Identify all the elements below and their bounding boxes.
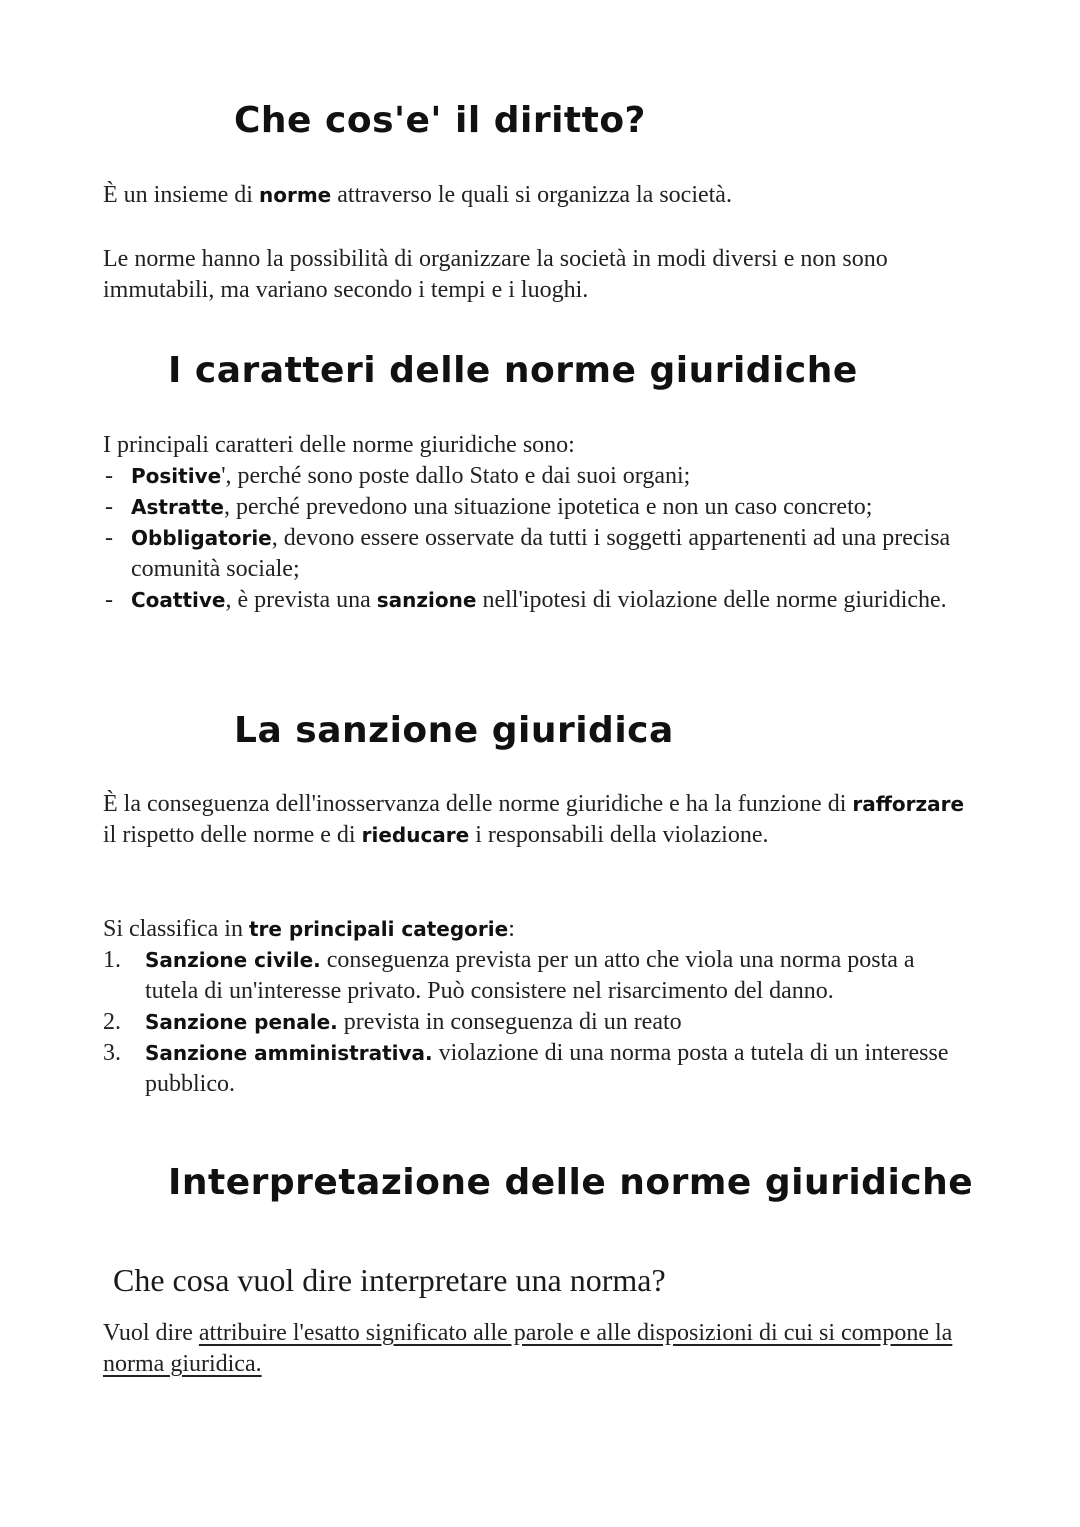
list-number: 3. bbox=[103, 1040, 121, 1066]
list-item-sanzione-amministrativa bbox=[103, 1038, 963, 1100]
term-coattive: Coattive bbox=[131, 588, 226, 612]
bullet-marker: - bbox=[105, 525, 113, 551]
emphasis-rieducare: rieducare bbox=[361, 823, 470, 847]
text-run: È un insieme di bbox=[103, 182, 259, 208]
list-item-positive bbox=[103, 461, 983, 492]
list-number: 1. bbox=[103, 947, 121, 973]
list-item-coattive bbox=[103, 585, 983, 616]
bullet-marker: - bbox=[105, 494, 113, 520]
list-item-astratte bbox=[103, 492, 983, 523]
heading-caratteri-norme: I caratteri delle norme giuridiche bbox=[168, 350, 858, 391]
paragraph-risposta-interpretare bbox=[103, 1318, 963, 1380]
list-number: 2. bbox=[103, 1009, 121, 1035]
term-sanzione-penale: Sanzione penale. bbox=[145, 1010, 338, 1034]
term-sanzione-civile: Sanzione civile. bbox=[145, 948, 321, 972]
bullet-marker: - bbox=[105, 587, 113, 613]
list-item-sanzione-penale bbox=[103, 1007, 963, 1038]
text-run: È la conseguenza dell'inosservanza delle norme giuridiche e ha la funzione di bbox=[103, 791, 853, 817]
subheading-domanda-interpretare: Che cosa vuol dire interpretare una norma? bbox=[113, 1262, 666, 1298]
list-item-obbligatorie bbox=[103, 523, 983, 585]
text-run: nell'ipotesi di violazione delle norme giuridiche. bbox=[476, 587, 947, 613]
list-caratteri bbox=[103, 461, 983, 616]
text-run: , perché prevedono una situazione ipotetica e non un caso concreto; bbox=[224, 494, 873, 520]
text-run: ', perché sono poste dallo Stato e dai suoi organi; bbox=[221, 463, 691, 489]
text-run: attraverso le quali si organizza la società. bbox=[331, 182, 732, 208]
text-run: prevista in conseguenza di un reato bbox=[337, 1009, 682, 1035]
term-astratte: Astratte bbox=[131, 495, 224, 519]
term-positive: Positive bbox=[131, 464, 222, 488]
paragraph-norme-variabili: Le norme hanno la possibilità di organizzare la società in modi diversi e non sono immutabili, ma variano secondo i tempi e i luoghi. bbox=[103, 246, 888, 303]
emphasis-tre-categorie: tre principali categorie bbox=[248, 917, 509, 941]
bullet-marker: - bbox=[105, 463, 113, 489]
text-run: , è prevista una bbox=[225, 587, 377, 613]
emphasis-sanzione: sanzione bbox=[376, 588, 477, 612]
text-run: , devono essere osservate da tutti i soggetti appartenenti ad una precisa comunità sociale; bbox=[131, 525, 951, 582]
text-run: violazione di una norma posta a tutela di un interesse pubblico. bbox=[145, 1040, 949, 1097]
heading-che-cos-e-il-diritto: Che cos'e' il diritto? bbox=[234, 100, 646, 141]
text-run: il rispetto delle norme e di bbox=[103, 822, 362, 848]
text-run: Si classifica in bbox=[103, 916, 249, 942]
text-run: Vuol dire bbox=[103, 1320, 199, 1346]
term-obbligatorie: Obbligatorie bbox=[131, 526, 272, 550]
term-sanzione-amministrativa: Sanzione amministrativa. bbox=[145, 1041, 433, 1065]
paragraph-classificazione bbox=[103, 914, 983, 945]
paragraph-caratteri-intro: I principali caratteri delle norme giuridiche sono: bbox=[103, 432, 575, 458]
underlined-definition: attribuire l'esatto significato alle parole e alle disposizioni di cui si compone la norma giuridica. bbox=[103, 1320, 953, 1377]
list-item-sanzione-civile bbox=[103, 945, 963, 1007]
list-sanzioni bbox=[103, 945, 963, 1100]
text-run: i responsabili della violazione. bbox=[469, 822, 769, 848]
emphasis-rafforzare: rafforzare bbox=[852, 792, 965, 816]
paragraph-definizione-diritto bbox=[103, 180, 983, 211]
heading-sanzione-giuridica: La sanzione giuridica bbox=[234, 710, 674, 751]
heading-interpretazione: Interpretazione delle norme giuridiche bbox=[168, 1162, 974, 1203]
text-run: conseguenza prevista per un atto che viola una norma posta a tutela di un'interesse privato. Può consistere nel risarcimento del danno. bbox=[145, 947, 915, 1004]
paragraph-sanzione-definizione bbox=[103, 789, 983, 851]
text-run: : bbox=[508, 916, 515, 942]
emphasis-norme: norme bbox=[258, 183, 332, 207]
